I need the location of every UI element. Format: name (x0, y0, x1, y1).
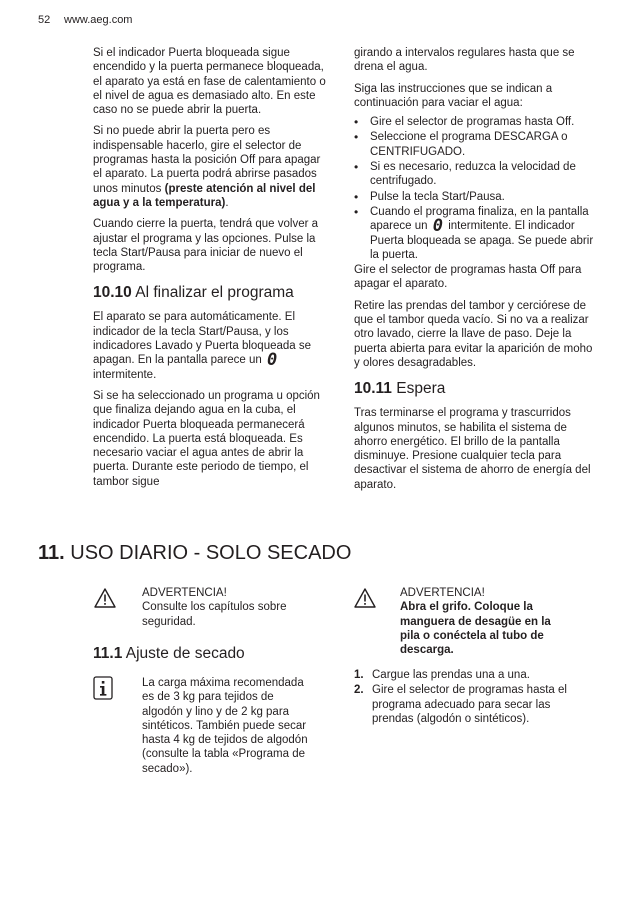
heading-title: Ajuste de secado (125, 645, 245, 662)
section-heading-10-11 (354, 379, 594, 398)
heading-number: 11.1 (93, 645, 123, 662)
drain-steps-list (354, 115, 594, 262)
section-heading-11-1 (93, 644, 245, 663)
list-item: • Seleccione el programa DESCARGA o CENTRIFUGADO. (354, 130, 594, 159)
paragraph (93, 124, 331, 210)
paragraph: Tras terminarse el programa y trascurridos algunos minutos, se habilita el sistema de ahorro energético. El brillo de la pantalla disminuye. Presione cualquier tecla para desactivar el sistema de ahorro de energía del aparato. (354, 407, 591, 491)
paragraph: Si se ha seleccionado un programa u opción que finaliza dejando agua en la cuba, el indicador Puerta bloqueada permanecerá encendido. La puerta está bloqueada. Es necesario vaciar el agua antes de abrir la puerta. Durante este periodo de tiempo, el tambor sigue (93, 389, 320, 488)
paragraph: Gire el selector de programas hasta Off para apagar el aparato. (354, 264, 582, 291)
list-item (354, 683, 594, 726)
paragraph: Retire las prendas del tambor y cerciórese de que el tambor queda vacío. Si no va a realizar otro lavado, cierre la llave de paso. Deje la puerta abierta para evitar la aparición de moho y olores desagradables. (354, 299, 593, 369)
text: El aparato se para automáticamente. El indicador de la tecla Start/Pausa, y los indicadores Lavado y Puerta bloqueada se apagan. En la pantalla parece un (93, 311, 312, 367)
page-number: 52 (38, 14, 51, 26)
warning-text: Consulte los capítulos sobre seguridad. (142, 601, 287, 628)
heading-number: 10.10 (93, 284, 132, 302)
chapter-heading-11 (38, 541, 351, 565)
warning-notice (142, 586, 322, 629)
warning-title: ADVERTENCIA! (400, 587, 485, 599)
warning-triangle-icon (354, 588, 376, 613)
warning-notice (400, 586, 570, 657)
step-text: Gire el selector de programas hasta el programa adecuado para secar las prendas (algodón o sintéticos). (372, 684, 567, 725)
paragraph: Cuando cierre la puerta, tendrá que volver a ajustar el programa y las opciones. Pulse la tecla Start/Pausa para iniciar de nuevo el programa. (93, 218, 319, 274)
step-number: 1. (354, 669, 364, 681)
heading-title: Al finalizar el programa (135, 284, 294, 302)
text: intermitente. (93, 368, 157, 381)
heading-title: Espera (396, 380, 446, 398)
heading-number: 10.11 (354, 380, 392, 398)
text: Si no puede abrir la puerta pero es indispensable hacerlo, gire el selector de programas hasta la posición Off para apagar el aparato. La puerta podrá abrirse pasados unos minutos (93, 125, 321, 195)
step-number: 2. (354, 684, 364, 697)
list-item (354, 668, 594, 682)
header-url: www.aeg.com (64, 14, 133, 26)
bold-text: (preste atención al nivel del agua y a la temperatura) (93, 182, 316, 209)
warning-title: ADVERTENCIA! (142, 587, 227, 599)
step-text: Cargue las prendas una a una. (372, 669, 530, 681)
text: intermitente. El indicador Puerta bloqueada se apaga. Se puede abrir la puerta. (370, 220, 594, 261)
info-notice-text: La carga máxima recomendada es de 3 kg para tejidos de algodón y lino y de 2 kg para sintéticos. También puede secar hasta 4 kg de tejidos de algodón (consulte la tabla «Programa de secado»). (142, 677, 308, 775)
left-column (93, 46, 331, 496)
paragraph: girando a intervalos regulares hasta que se drena el agua. (354, 47, 575, 74)
paragraph (93, 310, 331, 381)
paragraph: Siga las instrucciones que se indican a continuación para vaciar el agua: (354, 82, 553, 109)
text: . (225, 196, 229, 209)
display-digit-icon: 0 (267, 350, 278, 371)
list-item: • Pulse la tecla Start/Pausa. (354, 190, 594, 204)
chapter-title: USO DIARIO - SOLO SECADO (70, 542, 352, 564)
text: Cuando el programa finaliza, en la pantalla aparece un (370, 205, 589, 233)
warning-triangle-icon (94, 588, 116, 613)
list-item (354, 205, 594, 262)
right-column (354, 46, 594, 499)
section-heading-10-10 (93, 283, 331, 302)
info-icon (93, 676, 113, 700)
warning-text: Abra el grifo. Coloque la manguera de desagüe en la pila o conéctela al tubo de descarga. (400, 601, 551, 657)
list-item: • Gire el selector de programas hasta Off. (354, 115, 594, 129)
paragraph: Si el indicador Puerta bloqueada sigue encendido y la puerta permanece bloqueada, el aparato ya está en fase de calentamiento o el nivel de agua es demasiado alto. En este caso no se puede abrir la puerta. (93, 47, 326, 117)
chapter-number: 11. (38, 542, 65, 564)
drying-steps-list (354, 668, 594, 727)
list-item: • Si es necesario, reduzca la velocidad de centrifugado. (354, 160, 594, 189)
display-digit-icon: 0 (432, 216, 443, 237)
